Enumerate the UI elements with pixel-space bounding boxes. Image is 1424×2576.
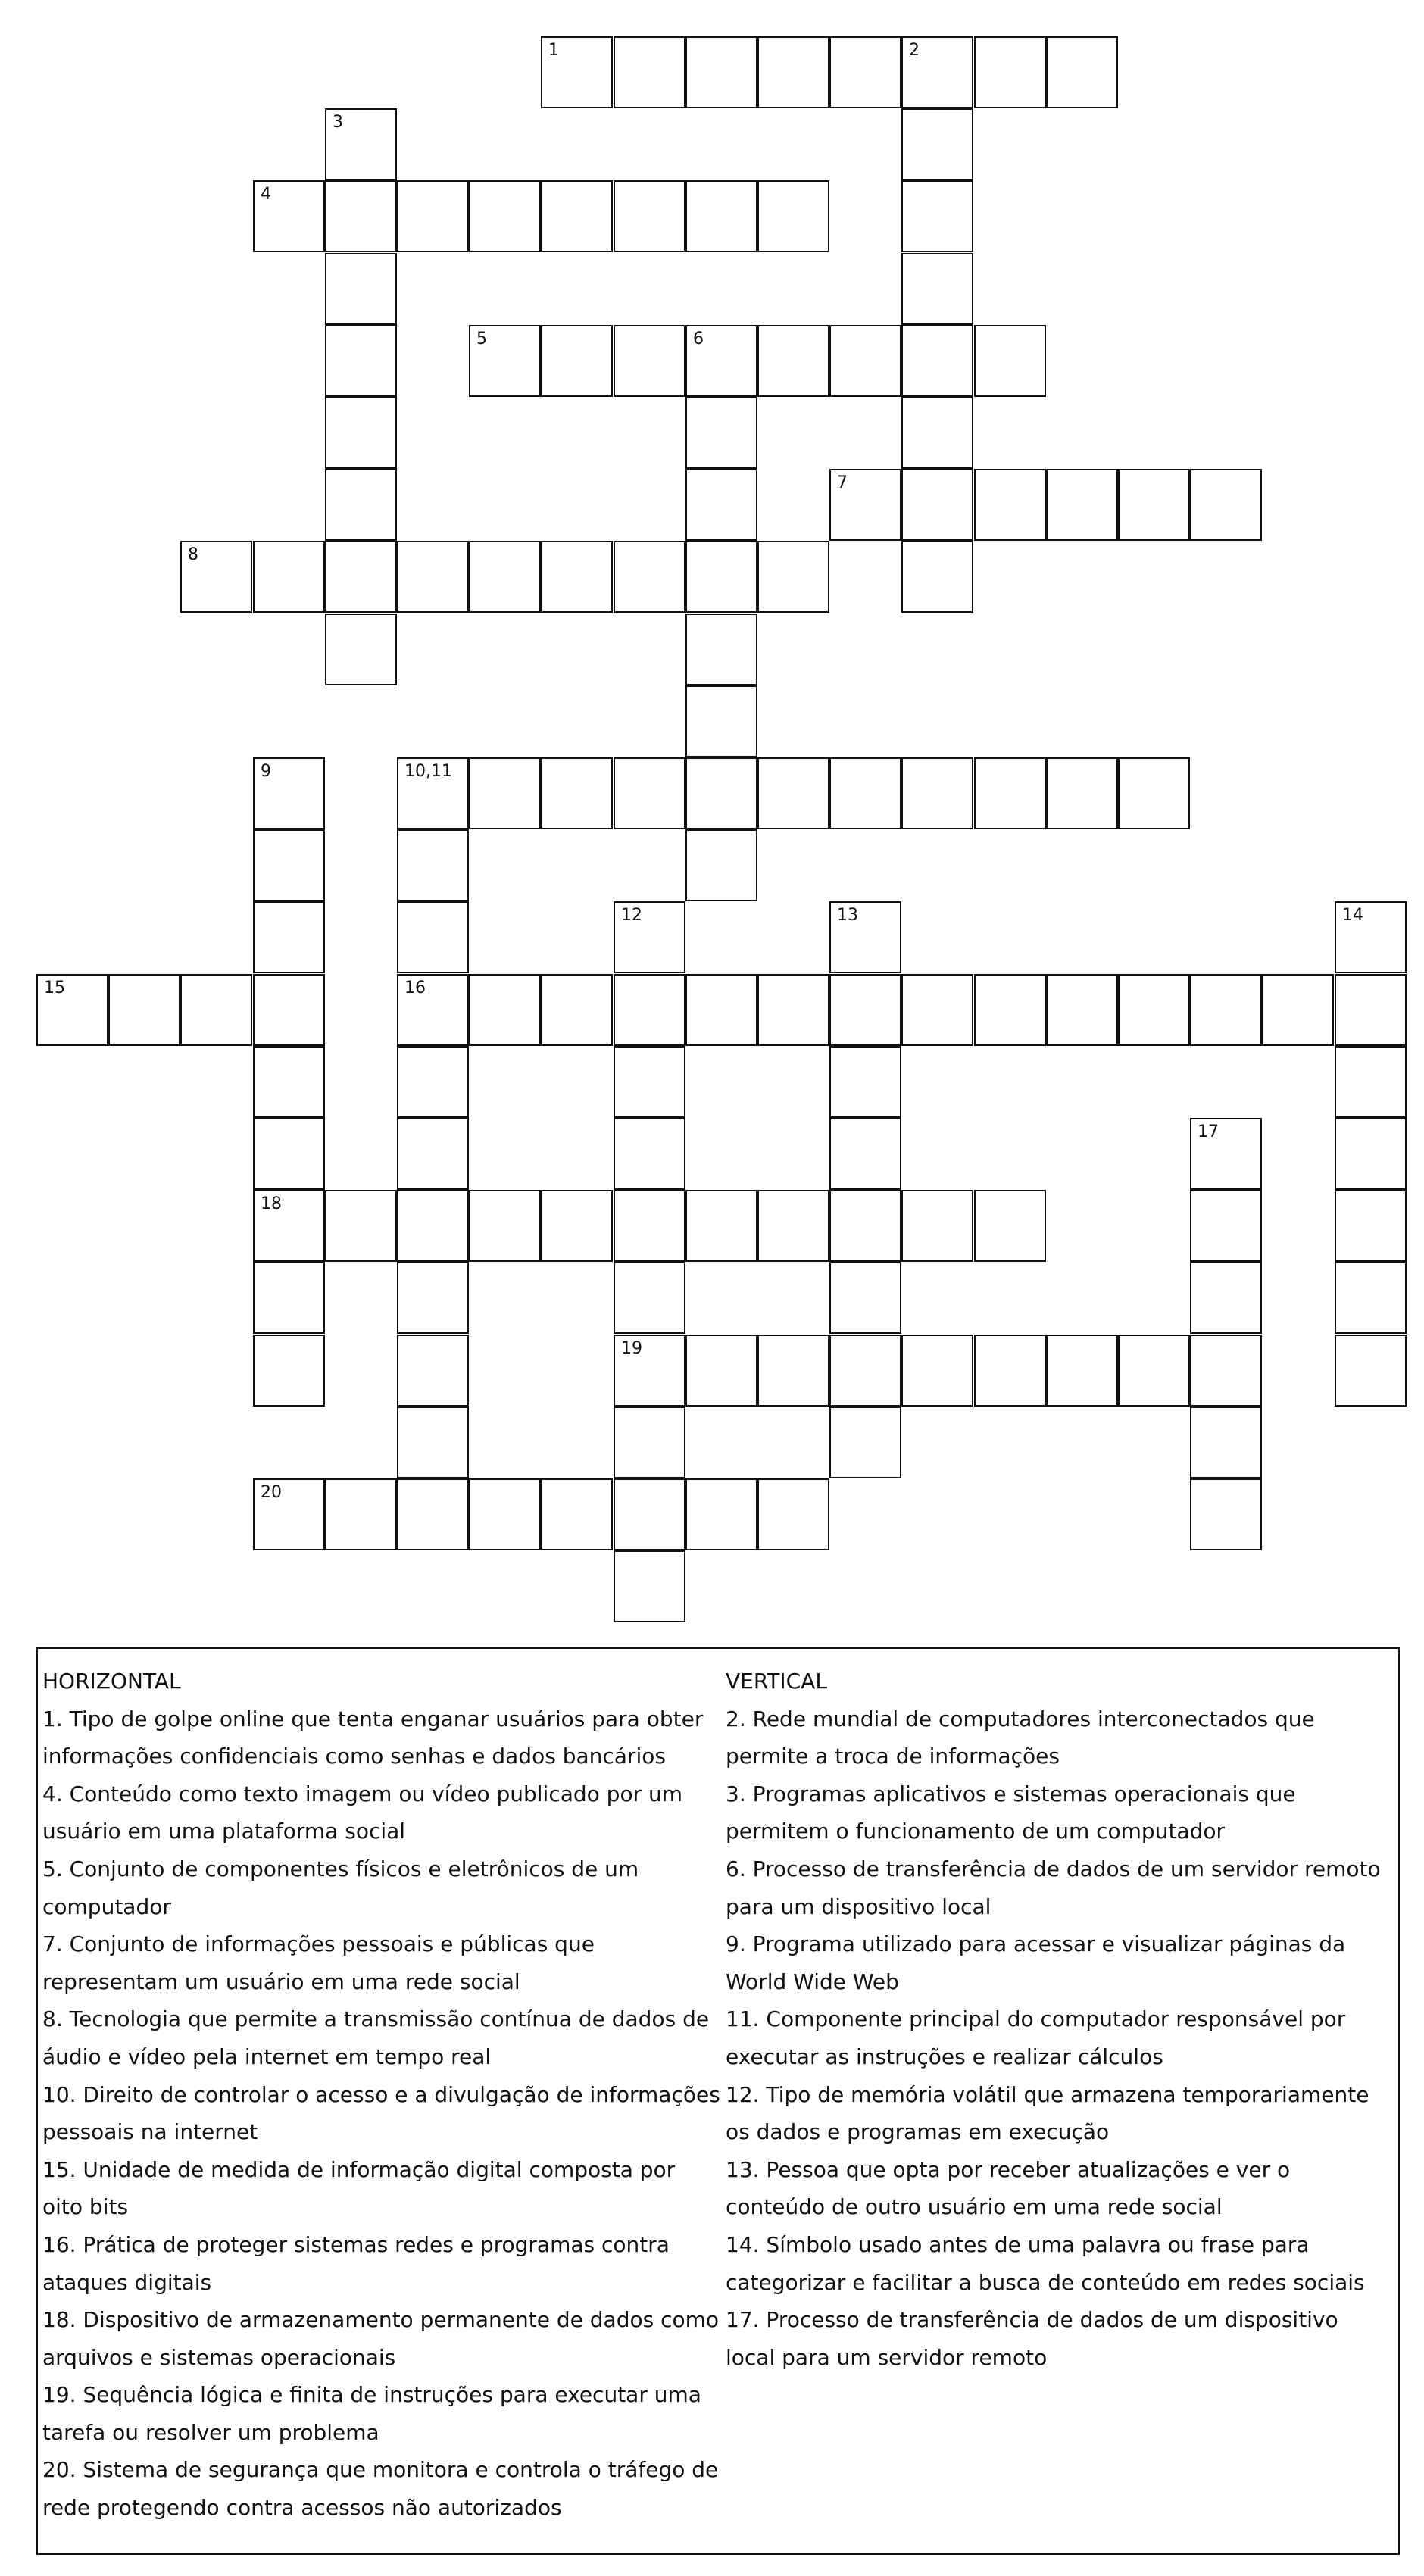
grid-cell[interactable]	[974, 36, 1046, 108]
grid-cell[interactable]	[685, 1478, 757, 1550]
clue-number: 3	[333, 113, 343, 132]
grid-cell[interactable]	[901, 469, 973, 541]
grid-cell[interactable]	[325, 108, 397, 180]
grid-cell[interactable]	[541, 36, 613, 108]
grid-cell[interactable]	[397, 1478, 469, 1550]
grid-cell[interactable]	[974, 757, 1046, 829]
grid-cell[interactable]	[757, 36, 829, 108]
grid-cell[interactable]	[614, 757, 685, 829]
grid-cell[interactable]	[180, 541, 252, 613]
grid-cell[interactable]	[757, 1190, 829, 1262]
clue-v-14: 14. Símbolo usado antes de uma palavra ou frase para categorizar e facilitar a busca de conteúdo em redes sociais	[726, 2231, 1365, 2295]
grid-cell[interactable]	[829, 1262, 901, 1334]
grid-cell[interactable]	[614, 36, 685, 108]
grid-cell[interactable]	[180, 974, 252, 1046]
clue-number: 15	[44, 979, 65, 998]
grid-cell[interactable]	[685, 469, 757, 541]
grid-cell[interactable]	[685, 1190, 757, 1262]
grid-cell[interactable]	[325, 614, 397, 685]
clue-number: 12	[621, 906, 642, 925]
grid-cell[interactable]	[1118, 974, 1190, 1046]
grid-cell[interactable]	[901, 757, 973, 829]
clue-number: 17	[1198, 1123, 1219, 1141]
grid-cell[interactable]	[253, 180, 325, 252]
clue-h-8: 8. Tecnologia que permite a transmissão contínua de dados de áudio e vídeo pela internet em tempo real	[42, 2006, 710, 2069]
clue-number: 2	[909, 41, 920, 60]
grid-cell[interactable]	[1046, 974, 1118, 1046]
grid-cell[interactable]	[974, 974, 1046, 1046]
clue-number: 18	[261, 1194, 282, 1213]
grid-cell[interactable]	[757, 541, 829, 613]
grid-cell[interactable]	[1118, 469, 1190, 541]
grid-cell[interactable]	[397, 901, 469, 973]
clue-h-4: 4. Conteúdo como texto imagem ou vídeo publicado por um usuário em uma plataforma social	[42, 1781, 683, 1844]
grid-cell[interactable]	[1335, 1335, 1407, 1407]
grid-cell[interactable]	[253, 1478, 325, 1550]
grid-cell[interactable]	[974, 325, 1046, 397]
grid-cell[interactable]	[614, 541, 685, 613]
grid-cell[interactable]	[325, 180, 397, 252]
grid-cell[interactable]	[757, 974, 829, 1046]
grid-cell[interactable]	[541, 974, 613, 1046]
grid-cell[interactable]	[829, 1335, 901, 1407]
grid-cell[interactable]	[253, 1335, 325, 1407]
grid-cell[interactable]	[253, 974, 325, 1046]
grid-cell[interactable]	[685, 180, 757, 252]
clue-h-5: 5. Conjunto de componentes físicos e eletrônicos de um computador	[42, 1856, 639, 1919]
grid-cell[interactable]	[614, 1262, 685, 1334]
grid-cell[interactable]	[541, 325, 613, 397]
grid-cell[interactable]	[685, 36, 757, 108]
grid-cell[interactable]	[614, 1118, 685, 1190]
grid-cell[interactable]	[829, 469, 901, 541]
clue-number: 8	[188, 545, 198, 564]
grid-cell[interactable]	[829, 1190, 901, 1262]
grid-cell[interactable]	[253, 901, 325, 973]
clue-h-20: 20. Sistema de segurança que monitora e controla o tráfego de rede protegendo contra acessos não autorizados	[42, 2457, 719, 2521]
grid-cell[interactable]	[829, 974, 901, 1046]
grid-cell[interactable]	[829, 36, 901, 108]
grid-cell[interactable]	[614, 1550, 685, 1622]
clue-h-18: 18. Dispositivo de armazenamento permanente de dados como arquivos e sistemas operacionais	[42, 2307, 720, 2370]
clue-v-17: 17. Processo de transferência de dados de um dispositivo local para um servidor remoto	[726, 2307, 1338, 2370]
grid-cell[interactable]	[1190, 1478, 1262, 1550]
grid-cell[interactable]	[901, 108, 973, 180]
clue-number: 13	[837, 906, 858, 925]
grid-cell[interactable]	[469, 325, 541, 397]
clue-v-6: 6. Processo de transferência de dados de um servidor remoto para um dispositivo local	[726, 1856, 1381, 1919]
grid-cell[interactable]	[685, 757, 757, 829]
grid-cell[interactable]	[1335, 1118, 1407, 1190]
grid-cell[interactable]	[397, 974, 469, 1046]
vertical-heading: VERTICAL	[726, 1669, 827, 1694]
grid-cell[interactable]	[829, 1407, 901, 1478]
grid-cell[interactable]	[829, 325, 901, 397]
grid-cell[interactable]	[901, 1335, 973, 1407]
clue-number: 20	[261, 1483, 282, 1502]
grid-cell[interactable]	[901, 180, 973, 252]
clues-box	[36, 1647, 1400, 2555]
grid-cell[interactable]	[253, 757, 325, 829]
clue-h-19: 19. Sequência lógica e finita de instruções para executar uma tarefa ou resolver um problema	[42, 2382, 701, 2445]
grid-cell[interactable]	[614, 1046, 685, 1118]
grid-cell[interactable]	[325, 1190, 397, 1262]
grid-cell[interactable]	[901, 36, 973, 108]
grid-cell[interactable]	[253, 541, 325, 613]
grid-cell[interactable]	[1046, 757, 1118, 829]
grid-cell[interactable]	[397, 757, 469, 829]
clue-number: 7	[837, 473, 848, 492]
clue-v-9: 9. Programa utilizado para acessar e visualizar páginas da World Wide Web	[726, 1931, 1346, 1994]
grid-cell[interactable]	[757, 1335, 829, 1407]
grid-cell[interactable]	[541, 1190, 613, 1262]
grid-cell[interactable]	[901, 541, 973, 613]
grid-cell[interactable]	[614, 1190, 685, 1262]
clue-v-3: 3. Programas aplicativos e sistemas operacionais que permitem o funcionamento de um computador	[726, 1781, 1296, 1844]
grid-cell[interactable]	[901, 397, 973, 469]
grid-cell[interactable]	[108, 974, 180, 1046]
grid-cell[interactable]	[901, 974, 973, 1046]
grid-cell[interactable]	[469, 757, 541, 829]
grid-cell[interactable]	[757, 1478, 829, 1550]
grid-cell[interactable]	[1335, 901, 1407, 973]
grid-cell[interactable]	[1190, 469, 1262, 541]
grid-cell[interactable]	[325, 1478, 397, 1550]
grid-cell[interactable]	[541, 541, 613, 613]
grid-cell[interactable]	[325, 541, 397, 613]
clue-number: 5	[476, 329, 487, 348]
grid-cell[interactable]	[253, 829, 325, 901]
grid-cell[interactable]	[685, 829, 757, 901]
grid-cell[interactable]	[253, 1118, 325, 1190]
grid-cell[interactable]	[397, 1262, 469, 1334]
grid-cell[interactable]	[469, 1190, 541, 1262]
clue-v-13: 13. Pessoa que opta por receber atualizações e ver o conteúdo de outro usuário em uma rede social	[726, 2156, 1291, 2220]
grid-cell[interactable]	[1335, 1046, 1407, 1118]
clue-h-15: 15. Unidade de medida de informação digital composta por oito bits	[42, 2156, 676, 2220]
grid-cell[interactable]	[1190, 1407, 1262, 1478]
grid-cell[interactable]	[469, 180, 541, 252]
grid-cell[interactable]	[614, 901, 685, 973]
grid-cell[interactable]	[36, 974, 108, 1046]
clue-h-16: 16. Prática de proteger sistemas redes e programas contra ataques digitais	[42, 2231, 670, 2295]
grid-cell[interactable]	[325, 469, 397, 541]
grid-cell[interactable]	[1046, 1335, 1118, 1407]
grid-cell[interactable]	[469, 974, 541, 1046]
grid-cell[interactable]	[397, 541, 469, 613]
grid-cell[interactable]	[974, 469, 1046, 541]
grid-cell[interactable]	[614, 974, 685, 1046]
grid-cell[interactable]	[757, 757, 829, 829]
grid-cell[interactable]	[614, 1407, 685, 1478]
clue-v-11: 11. Componente principal do computador responsável por executar as instruções e realizar cálculos	[726, 2006, 1346, 2069]
grid-cell[interactable]	[469, 541, 541, 613]
grid-cell[interactable]	[685, 325, 757, 397]
grid-cell[interactable]	[1046, 469, 1118, 541]
grid-cell[interactable]	[614, 1478, 685, 1550]
horizontal-clues	[42, 1663, 720, 2527]
grid-cell[interactable]	[1118, 1335, 1190, 1407]
grid-cell[interactable]	[1335, 974, 1407, 1046]
clue-h-10: 10. Direito de controlar o acesso e a divulgação de informações pessoais na internet	[42, 2081, 720, 2145]
clue-number: 10,11	[404, 762, 452, 781]
grid-cell[interactable]	[757, 180, 829, 252]
grid-cell[interactable]	[325, 325, 397, 397]
grid-cell[interactable]	[1335, 1262, 1407, 1334]
grid-cell[interactable]	[829, 1046, 901, 1118]
grid-cell[interactable]	[974, 1335, 1046, 1407]
grid-cell[interactable]	[685, 974, 757, 1046]
grid-cell[interactable]	[614, 1335, 685, 1407]
grid-cell[interactable]	[397, 1190, 469, 1262]
grid-cell[interactable]	[253, 1262, 325, 1334]
clue-number: 19	[621, 1339, 642, 1358]
grid-cell[interactable]	[469, 1478, 541, 1550]
grid-cell[interactable]	[1335, 1190, 1407, 1262]
grid-cell[interactable]	[685, 685, 757, 757]
clue-number: 9	[261, 762, 271, 781]
grid-cell[interactable]	[253, 1190, 325, 1262]
grid-cell[interactable]	[397, 1407, 469, 1478]
grid-cell[interactable]	[685, 541, 757, 613]
clue-v-2: 2. Rede mundial de computadores interconectados que permite a troca de informações	[726, 1706, 1315, 1769]
grid-cell[interactable]	[829, 1118, 901, 1190]
grid-cell[interactable]	[1190, 1190, 1262, 1262]
grid-cell[interactable]	[685, 614, 757, 685]
grid-cell[interactable]	[397, 829, 469, 901]
grid-cell[interactable]	[541, 1478, 613, 1550]
clue-v-12: 12. Tipo de memória volátil que armazena temporariamente os dados e programas em execução	[726, 2081, 1369, 2145]
grid-cell[interactable]	[253, 1046, 325, 1118]
horizontal-heading: HORIZONTAL	[42, 1669, 181, 1694]
grid-cell[interactable]	[1190, 1262, 1262, 1334]
grid-cell[interactable]	[901, 253, 973, 325]
grid-cell[interactable]	[1190, 974, 1262, 1046]
grid-cell[interactable]	[1190, 1335, 1262, 1407]
clue-number: 1	[548, 41, 559, 60]
grid-cell[interactable]	[757, 325, 829, 397]
clue-number: 4	[261, 185, 271, 204]
grid-cell[interactable]	[397, 1118, 469, 1190]
grid-cell[interactable]	[974, 1190, 1046, 1262]
grid-cell[interactable]	[829, 901, 901, 973]
grid-cell[interactable]	[541, 757, 613, 829]
grid-cell[interactable]	[685, 397, 757, 469]
clue-h-7: 7. Conjunto de informações pessoais e públicas que representam um usuário em uma rede social	[42, 1931, 595, 1994]
vertical-clues	[726, 1663, 1392, 2376]
grid-cell[interactable]	[1190, 1118, 1262, 1190]
grid-cell[interactable]	[614, 325, 685, 397]
grid-cell[interactable]	[325, 397, 397, 469]
grid-cell[interactable]	[1118, 757, 1190, 829]
grid-cell[interactable]	[541, 180, 613, 252]
grid-cell[interactable]	[829, 757, 901, 829]
grid-cell[interactable]	[397, 1046, 469, 1118]
grid-cell[interactable]	[901, 1190, 973, 1262]
grid-cell[interactable]	[325, 253, 397, 325]
clue-number: 16	[404, 979, 426, 998]
grid-cell[interactable]	[1046, 36, 1118, 108]
clue-number: 6	[693, 329, 704, 348]
grid-cell[interactable]	[685, 1335, 757, 1407]
grid-cell[interactable]	[397, 180, 469, 252]
grid-cell[interactable]	[614, 180, 685, 252]
clue-h-1: 1. Tipo de golpe online que tenta enganar usuários para obter informações confidenciais como senhas e dados bancários	[42, 1706, 704, 1769]
grid-cell[interactable]	[397, 1335, 469, 1407]
grid-cell[interactable]	[901, 325, 973, 397]
grid-cell[interactable]	[1262, 974, 1334, 1046]
clue-number: 14	[1342, 906, 1363, 925]
